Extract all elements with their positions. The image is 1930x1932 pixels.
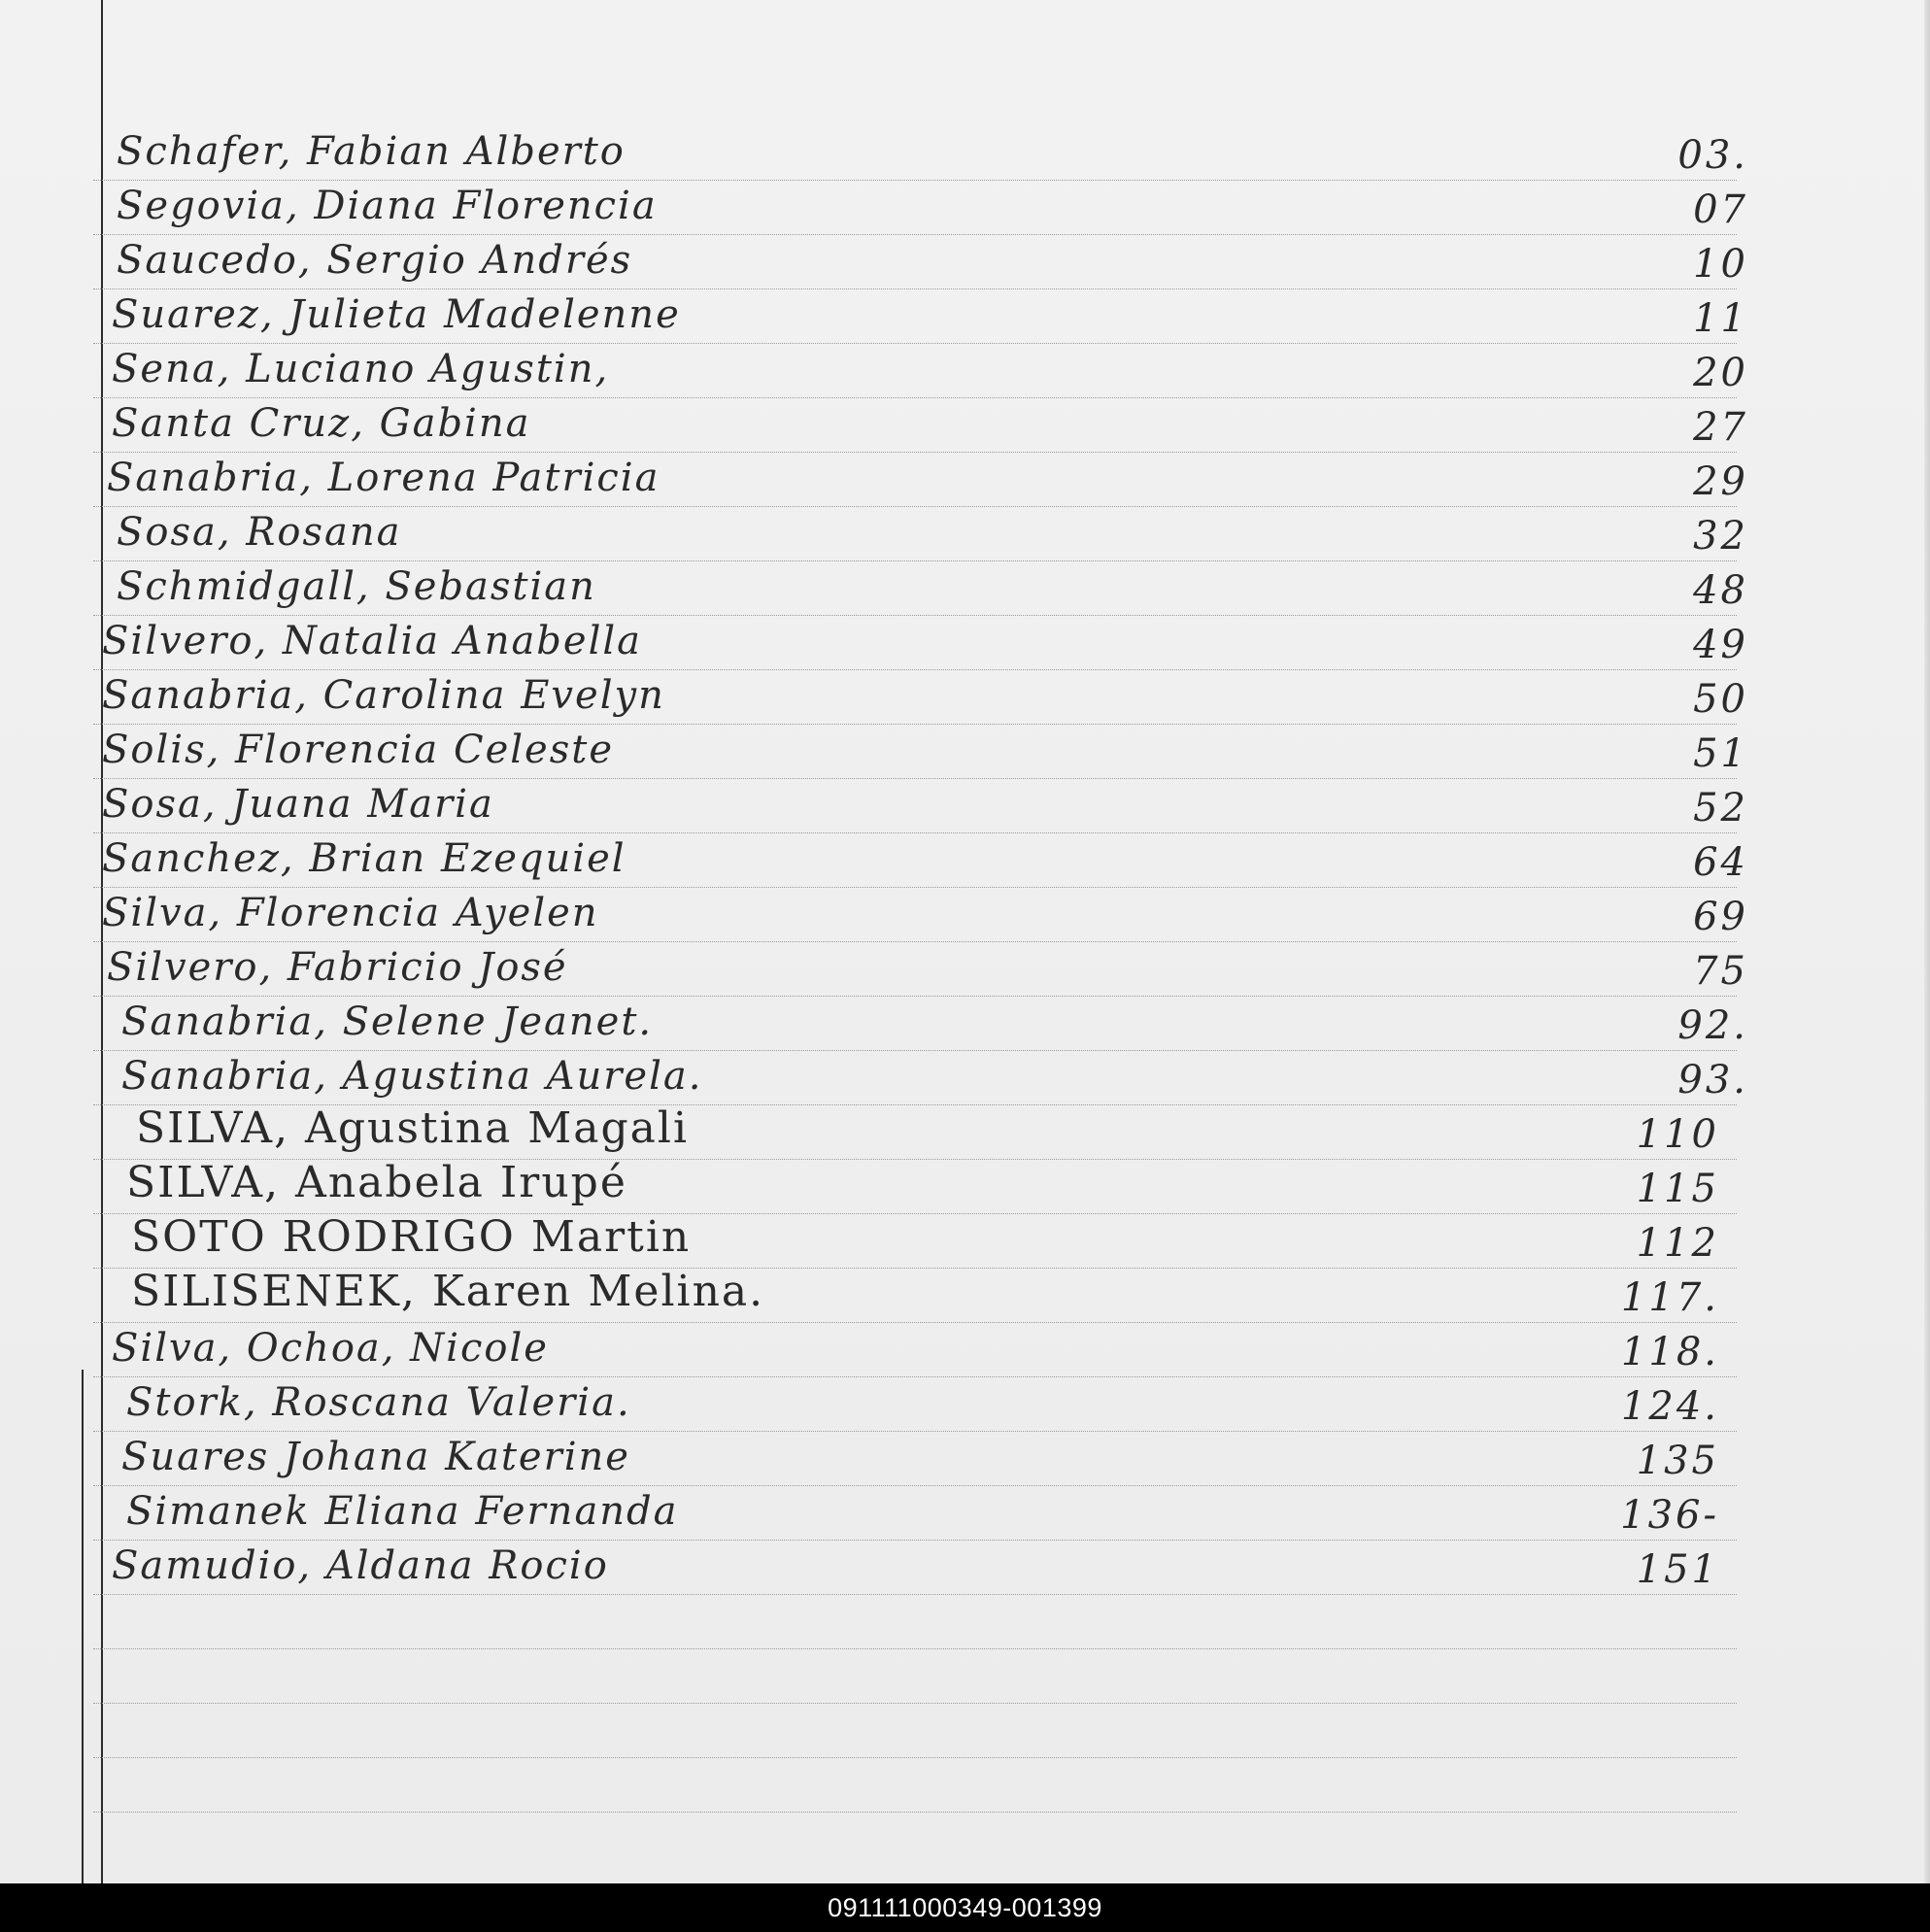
list-item (0, 996, 1930, 1050)
entry-number: 20 (1693, 351, 1748, 395)
entry-name: Sena, Luciano Agustin, (112, 347, 610, 391)
list-item (0, 234, 1930, 288)
list-item (0, 397, 1930, 452)
entry-name: Sanabria, Agustina Aurela. (121, 1054, 703, 1099)
list-item (0, 1431, 1930, 1485)
entry-name: Sanabria, Selene Jeanet. (121, 1000, 654, 1044)
list-item (0, 125, 1930, 180)
list-item (0, 180, 1930, 234)
list-item (0, 778, 1930, 832)
entry-name: Suarez, Julieta Madelenne (112, 292, 681, 337)
list-item (0, 1050, 1930, 1104)
entry-number: 32 (1693, 514, 1748, 559)
entry-number: 51 (1693, 731, 1748, 776)
entry-name: Santa Cruz, Gabina (112, 401, 531, 446)
entry-number: 112 (1636, 1221, 1719, 1266)
list-item (0, 506, 1930, 560)
entry-name: Sanabria, Lorena Patricia (107, 456, 660, 500)
list-item (0, 288, 1930, 343)
entry-number: 69 (1693, 895, 1748, 939)
entry-name: Segovia, Diana Florencia (117, 184, 658, 228)
list-item (0, 1376, 1930, 1431)
entry-number: 136- (1620, 1493, 1719, 1538)
entry-number: 93. (1677, 1058, 1748, 1102)
entry-name: Solis, Florencia Celeste (102, 728, 614, 772)
entry-name: Suares Johana Katerine (121, 1435, 630, 1479)
list-item (0, 887, 1930, 941)
ruled-line (93, 1757, 1737, 1758)
list-item (0, 343, 1930, 397)
list-item (0, 941, 1930, 996)
entry-name: Silva, Ochoa, Nicole (112, 1326, 549, 1371)
entry-number: 10 (1693, 242, 1748, 287)
entry-name: Sanabria, Carolina Evelyn (102, 673, 665, 718)
entry-name: SILVA, Anabela Irupé (126, 1158, 627, 1207)
ruled-line (93, 1594, 1737, 1595)
entry-number: 75 (1693, 949, 1748, 994)
entry-number: 118. (1620, 1330, 1719, 1374)
list-item (0, 1322, 1930, 1376)
entry-name: Stork, Roscana Valeria. (126, 1380, 631, 1425)
list-item (0, 1159, 1930, 1213)
entry-number: 52 (1693, 786, 1748, 830)
entry-number: 50 (1693, 677, 1748, 722)
ruled-line (93, 1703, 1737, 1704)
entry-number: 49 (1693, 623, 1748, 667)
entry-name: Sosa, Juana Maria (102, 782, 494, 827)
entry-name: Samudio, Aldana Rocio (112, 1543, 609, 1588)
list-item (0, 832, 1930, 887)
list-item (0, 1268, 1930, 1322)
list-item (0, 1104, 1930, 1159)
entry-number: 115 (1636, 1167, 1719, 1211)
entry-name: SILVA, Agustina Magali (136, 1103, 690, 1153)
entry-number: 03. (1677, 133, 1748, 178)
entry-name: Sosa, Rosana (117, 510, 402, 555)
entry-number: 117. (1620, 1275, 1719, 1320)
list-item (0, 615, 1930, 669)
entry-number: 29 (1693, 459, 1748, 504)
entry-number: 135 (1636, 1439, 1719, 1483)
entry-name: Silva, Florencia Ayelen (102, 891, 599, 935)
entry-name: Schmidgall, Sebastian (117, 564, 596, 609)
ruled-line (93, 1648, 1737, 1649)
entry-name: Saucedo, Sergio Andrés (117, 238, 633, 283)
entry-name: Sanchez, Brian Ezequiel (102, 836, 626, 881)
footer-bar (0, 1883, 1930, 1932)
entry-name: SOTO RODRIGO Martin (131, 1212, 692, 1262)
entry-name: Silvero, Fabricio José (107, 945, 568, 990)
ruled-line (93, 1812, 1737, 1813)
entry-number: 110 (1636, 1112, 1719, 1157)
entry-number: 151 (1636, 1547, 1719, 1592)
list-item (0, 1213, 1930, 1268)
list-item (0, 724, 1930, 778)
entry-name: Schafer, Fabian Alberto (117, 129, 626, 174)
entry-number: 48 (1693, 568, 1748, 613)
entry-name: Simanek Eliana Fernanda (126, 1489, 679, 1534)
entry-number: 11 (1693, 296, 1748, 341)
entry-number: 27 (1693, 405, 1748, 450)
list-item (0, 669, 1930, 724)
entry-name: SILISENEK, Karen Melina. (131, 1267, 765, 1316)
document-id: 091111000349-001399 (828, 1893, 1102, 1922)
entry-number: 124. (1620, 1384, 1719, 1429)
entry-number: 64 (1693, 840, 1748, 885)
list-item (0, 1540, 1930, 1594)
entry-number: 07 (1693, 187, 1748, 232)
list-item (0, 452, 1930, 506)
list-item (0, 560, 1930, 615)
entry-name: Silvero, Natalia Anabella (102, 619, 643, 663)
entry-number: 92. (1677, 1003, 1748, 1048)
list-item (0, 1485, 1930, 1540)
